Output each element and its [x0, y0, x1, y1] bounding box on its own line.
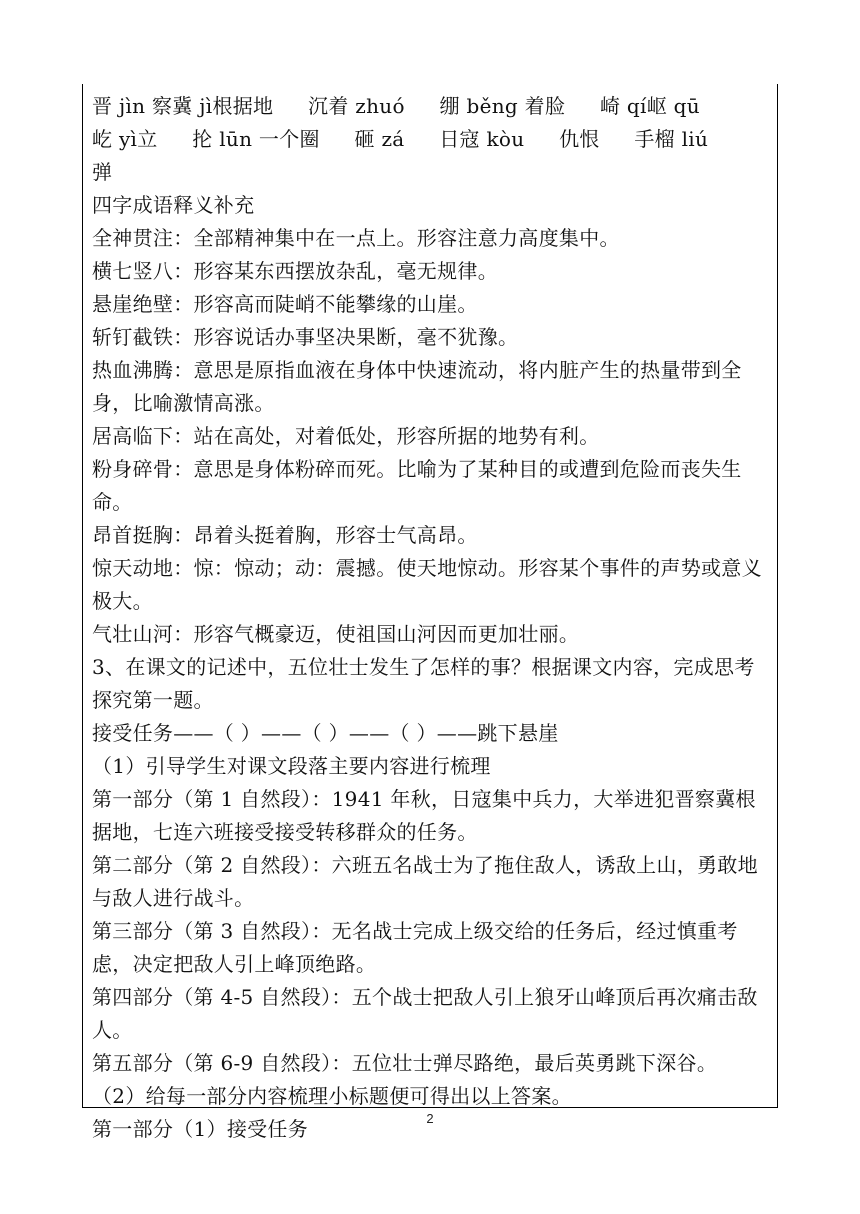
- sequence-blanks: 接受任务——（ ）——（ ）——（ ）——跳下悬崖: [92, 721, 559, 745]
- vocab-item: 砸 zá: [354, 127, 405, 151]
- last-line: 第一部分（1）接受任务: [92, 1117, 309, 1141]
- vocab-item: 沉着 zhuó: [308, 94, 405, 118]
- vocab-item: 绷 běng 着脸: [439, 94, 566, 118]
- idiom-entry: 居高临下：站在高处，对着低处，形容所据的地势有利。: [92, 424, 600, 448]
- cell-content: [92, 90, 771, 1146]
- vocab-item: 仇恨: [559, 127, 600, 151]
- table-bottom-border: [82, 1107, 778, 1108]
- question-3: 3、在课文的记述中，五位壮士发生了怎样的事？根据课文内容，完成思考探究第一题。: [92, 655, 755, 712]
- idiom-entry: 惊天动地：惊：惊动；动：震撼。使天地惊动。形容某个事件的声势或意义极大。: [92, 556, 762, 613]
- vocab-item: 抡 lūn 一个圈: [192, 127, 320, 151]
- vocab-item: 崎 qí岖 qū: [599, 94, 700, 118]
- idiom-entry: 全神贯注：全部精神集中在一点上。形容注意力高度集中。: [92, 226, 620, 250]
- idiom-entry: 粉身碎骨：意思是身体粉碎而死。比喻为了某种目的或遭到危险而丧失生命。: [92, 457, 742, 514]
- vocab-row: [92, 123, 771, 156]
- vocab-item: 日寇 kòu: [439, 127, 525, 151]
- idioms-heading: 四字成语释义补充: [92, 193, 255, 217]
- part-summary: 第四部分（第 4-5 自然段）：五个战士把敌人引上狼牙山峰顶后再次痛击敌人。: [92, 985, 758, 1042]
- idiom-entry: 斩钉截铁：形容说话办事坚决果断，毫不犹豫。: [92, 325, 519, 349]
- vocab-row: [92, 90, 771, 123]
- part-summary: 第三部分（第 3 自然段）：无名战士完成上级交给的任务后，经过慎重考虑，决定把敌人引上峰顶绝路。: [92, 919, 738, 976]
- part-summary: 第一部分（第 1 自然段）：1941 年秋，日寇集中兵力，大举进犯晋察冀根据地，七连六班接受接受转移群众的任务。: [92, 787, 756, 844]
- idiom-entry: 悬崖绝壁：形容高而陡峭不能攀缘的山崖。: [92, 292, 478, 316]
- idiom-entry: 横七竖八：形容某东西摆放杂乱，毫无规律。: [92, 259, 498, 283]
- idiom-entry: 气壮山河：形容气概豪迈，使祖国山河因而更加壮丽。: [92, 622, 580, 646]
- table-cell: [82, 84, 778, 1141]
- vocab-item: 手榴 liú: [634, 127, 709, 151]
- step-2: （2）给每一部分内容梳理小标题便可得出以上答案。: [92, 1084, 572, 1108]
- vocab-item: 晋 jìn 察冀 jì根据地: [92, 94, 274, 118]
- vocab-item: 屹 yì立: [92, 127, 158, 151]
- part-summary: 第五部分（第 6-9 自然段）：五位壮士弹尽路绝，最后英勇跳下深谷。: [92, 1051, 718, 1075]
- vocab-row: 弹: [92, 160, 113, 184]
- idiom-entry: 热血沸腾：意思是原指血液在身体中快速流动，将内脏产生的热量带到全身，比喻激情高涨。: [92, 358, 742, 415]
- step-1: （1）引导学生对课文段落主要内容进行梳理: [92, 754, 491, 778]
- page-number: 2: [426, 1111, 434, 1126]
- part-summary: 第二部分（第 2 自然段）：六班五名战士为了拖住敌人，诱敌上山，勇敢地与敌人进行战斗。: [92, 853, 758, 910]
- idiom-entry: 昂首挺胸：昂着头挺着胸，形容士气高昂。: [92, 523, 478, 547]
